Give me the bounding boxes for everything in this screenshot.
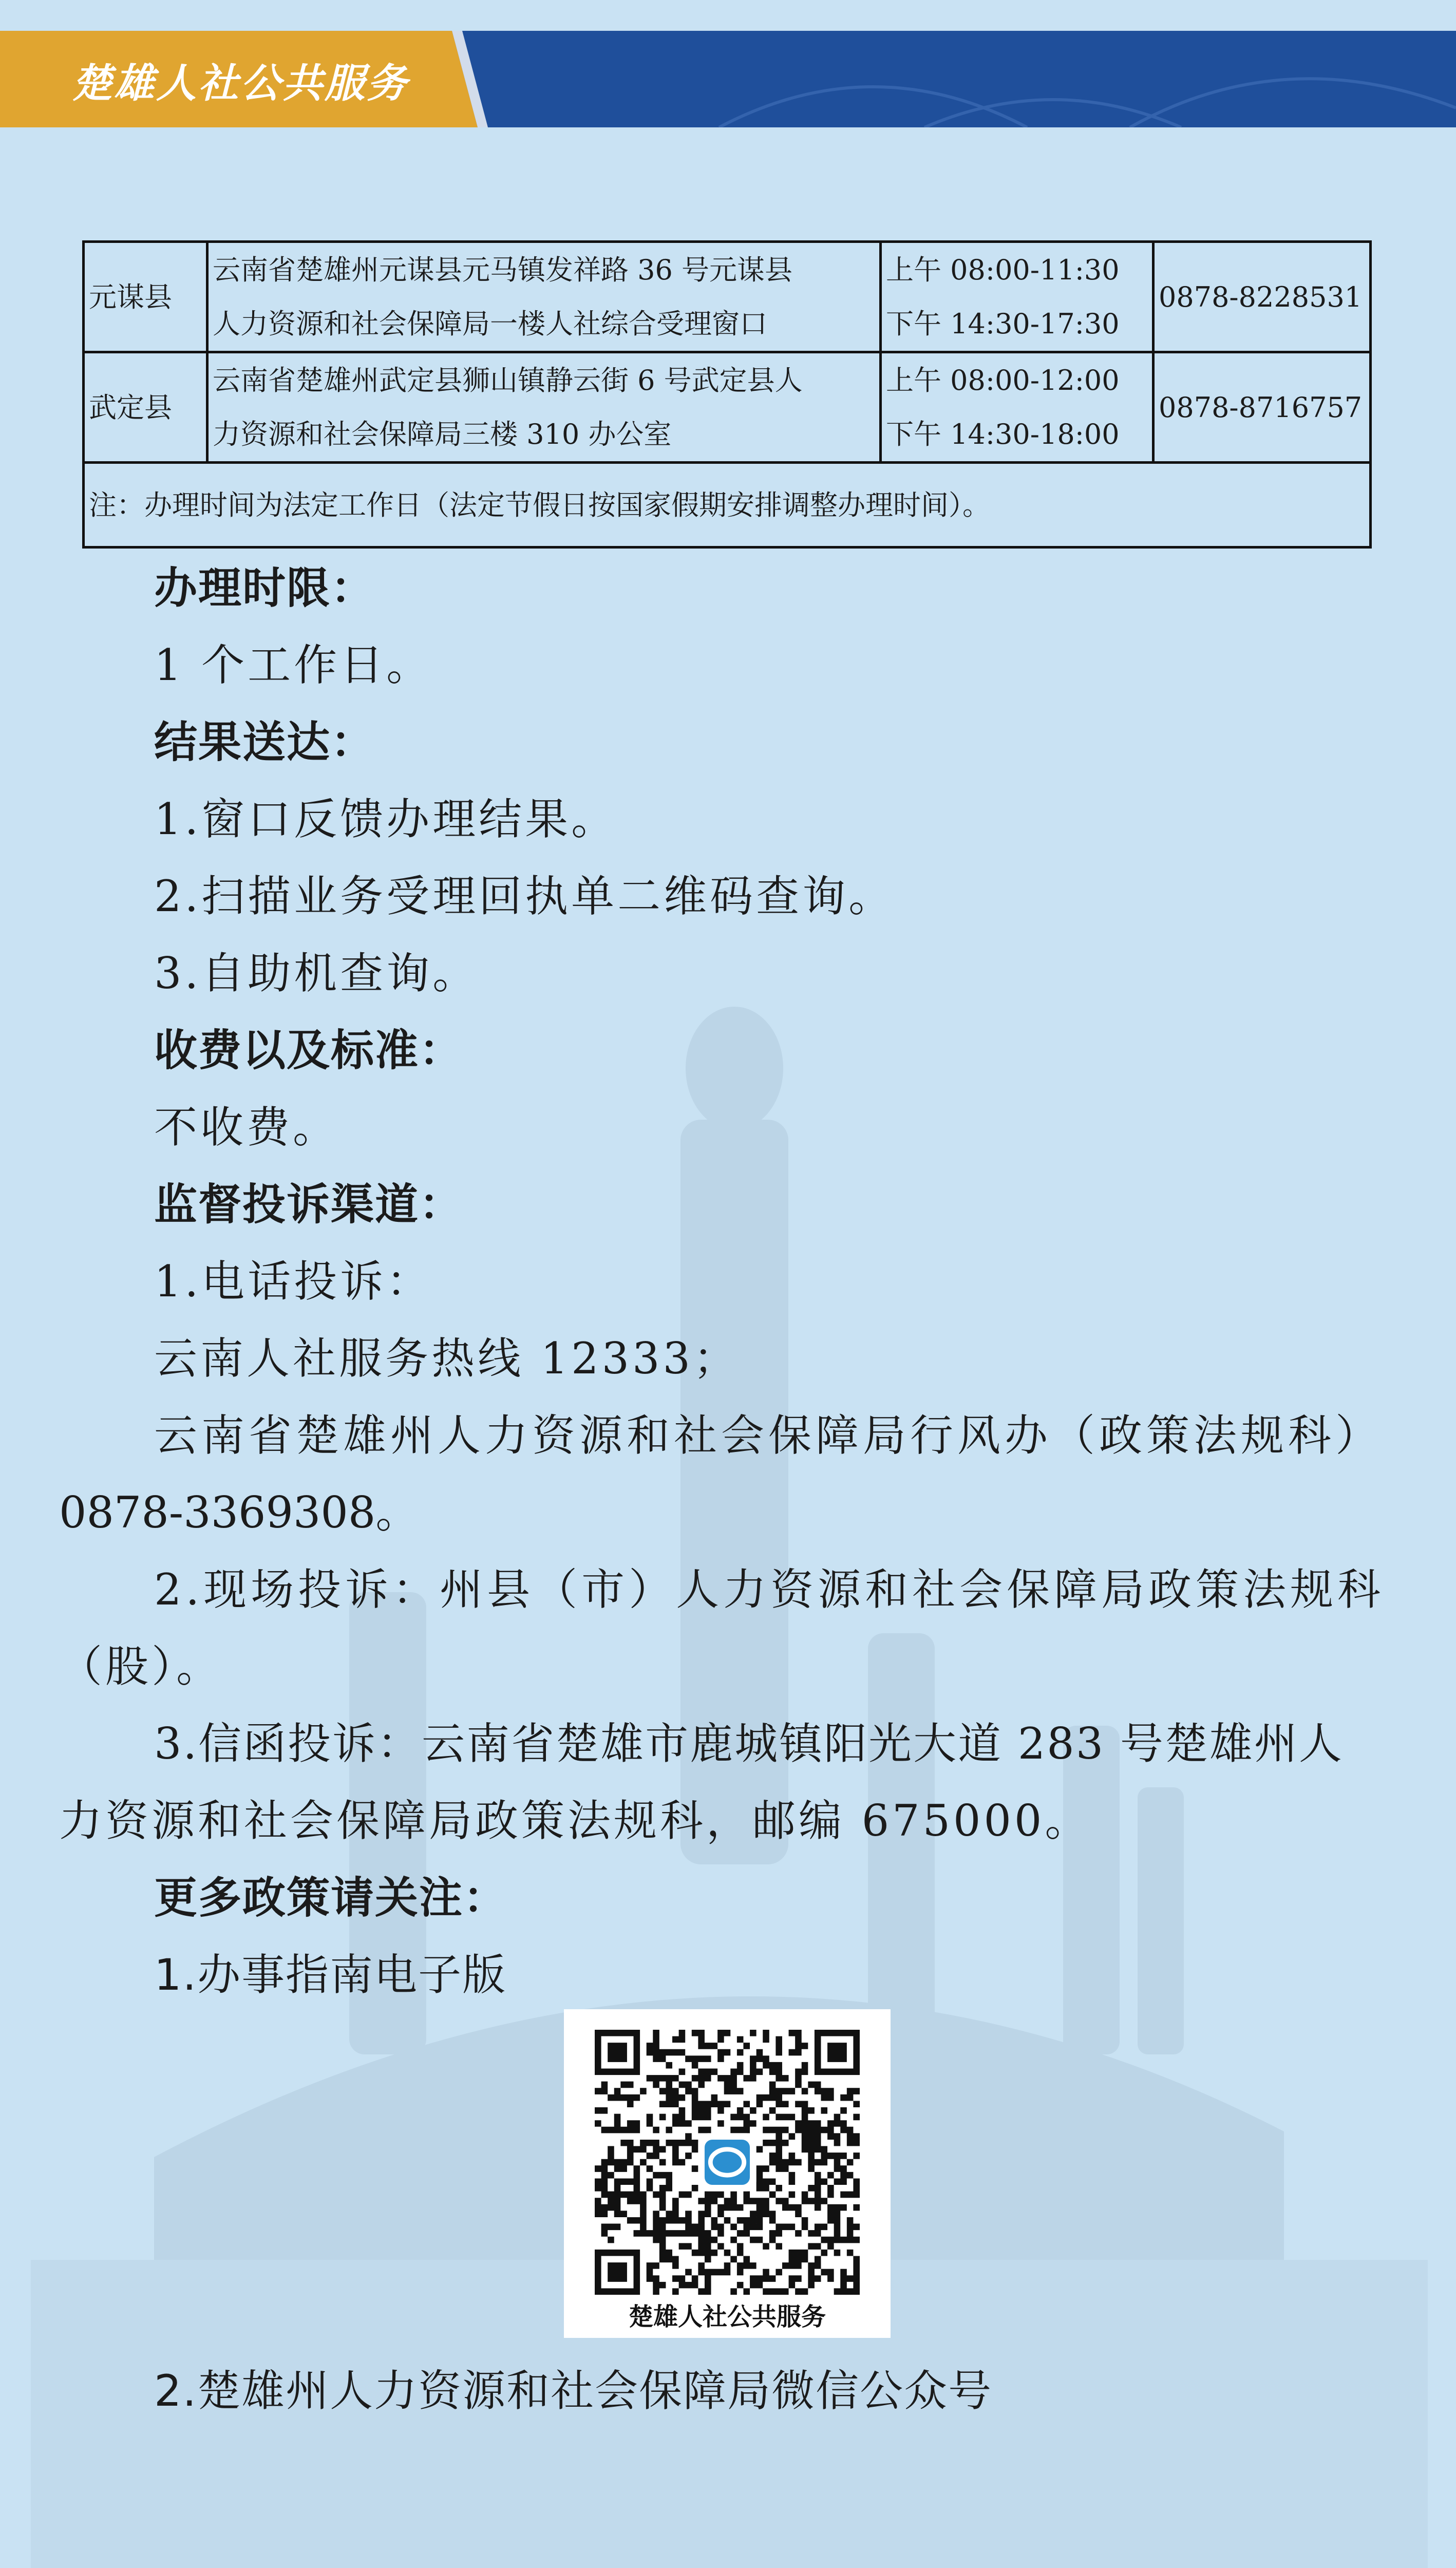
more-heading: 更多政策请关注： xyxy=(154,1873,508,1923)
complaint-item-3: 3.信函投诉：云南省楚雄市鹿城镇阳光大道 283 号楚雄州人 xyxy=(154,1719,1344,1769)
address-line: 云南省楚雄州元谋县元马镇发祥路 36 号元谋县 xyxy=(213,254,793,286)
table-row xyxy=(84,352,1371,463)
hours-am: 上午 08:00-11:30 xyxy=(886,254,1120,286)
complaint-office-phone: 0878-3369308。 xyxy=(59,1487,419,1538)
fee-heading: 收费以及标准： xyxy=(154,1025,464,1075)
qr-finder-pattern xyxy=(595,2250,640,2295)
complaint-item-1: 1.电话投诉： xyxy=(154,1256,433,1307)
table-note: 注：办理时间为法定工作日（法定节假日按国家假期安排调整办理时间）。 xyxy=(84,463,1371,547)
county-cell: 武定县 xyxy=(84,352,207,463)
address-line: 力资源和社会保障局三楼 310 办公室 xyxy=(213,418,672,450)
social-security-logo-icon xyxy=(698,2133,756,2191)
complaint-hotline: 云南人社服务热线 12333； xyxy=(154,1333,740,1384)
county-cell: 元谋县 xyxy=(84,242,207,352)
result-heading: 结果送达： xyxy=(154,717,375,767)
time-limit-heading: 办理时限： xyxy=(154,563,375,613)
more-item-2: 2.楚雄州人力资源和社会保障局微信公众号 xyxy=(154,2366,993,2416)
address-cell xyxy=(207,242,881,352)
hours-pm: 下午 14:30-18:00 xyxy=(886,418,1120,450)
brand-title: 楚雄人社公共服务 xyxy=(72,61,409,107)
result-item-3: 3.自助机查询。 xyxy=(154,948,479,998)
hours-am: 上午 08:00-12:00 xyxy=(886,364,1120,396)
result-item-1: 1.窗口反馈办理结果。 xyxy=(154,794,618,844)
qr-finder-pattern xyxy=(815,2030,860,2075)
qr-code-image xyxy=(595,2030,860,2295)
phone-cell: 0878-8716757 xyxy=(1154,352,1371,463)
office-table xyxy=(82,240,1372,549)
address-line: 云南省楚雄州武定县狮山镇静云街 6 号武定县人 xyxy=(213,364,803,396)
qr-finder-pattern xyxy=(595,2030,640,2075)
table-note-row xyxy=(84,463,1371,547)
hours-cell xyxy=(881,352,1154,463)
address-line: 人力资源和社会保障局一楼人社综合受理窗口 xyxy=(213,308,767,340)
address-cell xyxy=(207,352,881,463)
more-item-1: 1.办事指南电子版 xyxy=(154,1950,507,2000)
phone-cell: 0878-8228531 xyxy=(1154,242,1371,352)
qr-code-card xyxy=(564,2009,891,2338)
complaint-item-3-cont: 力资源和社会保障局政策法规科，邮编 675000。 xyxy=(59,1796,1091,1846)
hours-cell xyxy=(881,242,1154,352)
complaint-item-2: 2.现场投诉：州县（市）人力资源和社会保障局政策法规科 xyxy=(154,1564,1385,1615)
qr-caption: 楚雄人社公共服务 xyxy=(628,2302,826,2331)
time-limit-text: 1 个工作日。 xyxy=(154,640,433,690)
complaint-item-2-cont: （股）。 xyxy=(59,1641,223,1692)
complaint-office: 云南省楚雄州人力资源和社会保障局行风办（政策法规科） xyxy=(154,1410,1383,1461)
result-item-2: 2.扫描业务受理回执单二维码查询。 xyxy=(154,871,895,921)
complaint-heading: 监督投诉渠道： xyxy=(154,1179,464,1230)
hours-pm: 下午 14:30-17:30 xyxy=(886,308,1120,340)
table-row xyxy=(84,242,1371,352)
fee-text: 不收费。 xyxy=(154,1102,339,1153)
